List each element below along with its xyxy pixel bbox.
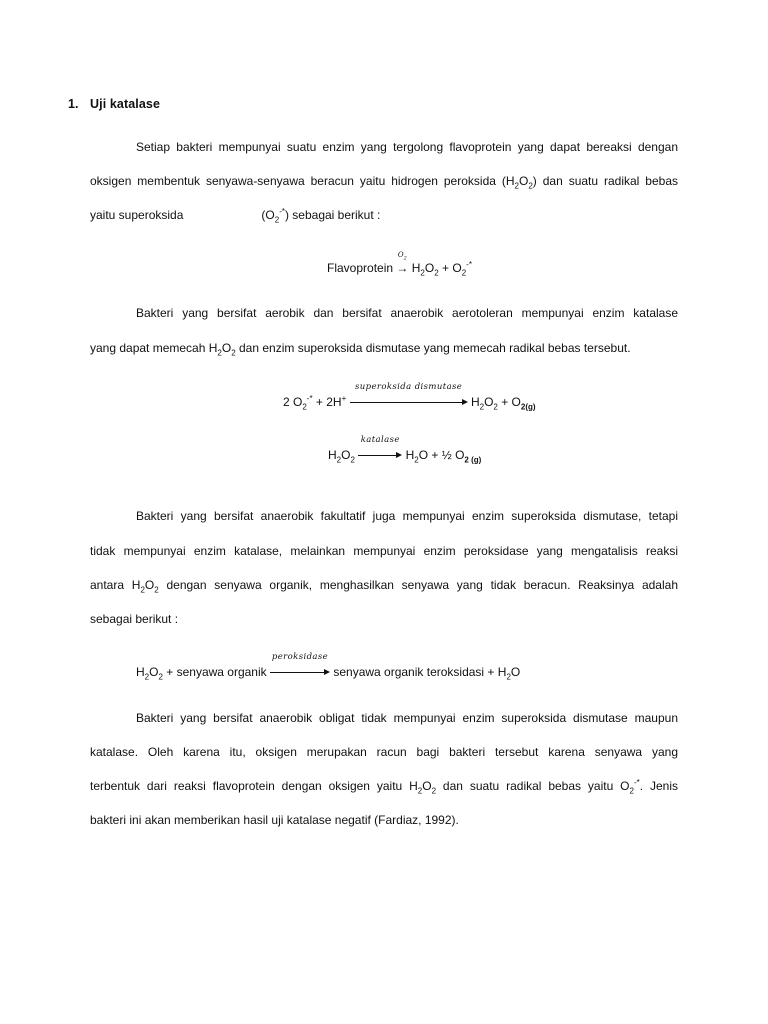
p4-line-2: katalase. Oleh karena itu, oksigen merupakan racun bagi bakteri tersebut karena senyawa yang [90,745,678,759]
reaction-arrow [350,398,468,408]
p2-line-2: yang dapat memecah $H_2O_2$ dan enzim superoksida dismutase yang memecah radikal bebas tersebut. [90,341,631,358]
p1-line-3: yaitu superoksida $(O_2^{-*})$ sebagai berikut : [90,207,381,225]
arrow-label-katalase: katalase [360,435,400,445]
equation-superoksida-dismutase: 2 $O_2^{-*} + 2H^+$ superoksida dismutase $H_2O_2 + O_{2(g)}$ [283,382,536,412]
reaction-arrow [270,668,330,678]
arrow-label-peroksidase: peroksidase [271,652,329,662]
p4-line-3: terbentuk dari reaksi flavoprotein dengan oksigen yaitu $H_2O_2$ dan suatu radikal bebas yaitu $O_2^{-*}$. Jenis [90,778,678,796]
p1-line-1: Setiap bakteri mempunyai suatu enzim yang tergolong flavoprotein yang dapat bereaksi dengan [136,140,678,154]
equation-flavoprotein: Flavoprotein $O_2$ → $H_2O_2 + O_2^{-*}$ [327,251,472,278]
p3-line-4: sebagai berikut : [90,612,179,626]
p4-line-4: bakteri ini akan memberikan hasil uji katalase negatif (Fardiaz, 1992). [90,813,459,827]
equation-peroksidase: $H_2O_2$ + senyawa organik peroksidase senyawa organik teroksidasi + $H_2O$ [136,652,521,682]
section-number: 1. [68,97,79,111]
p1-line-2: oksigen membentuk senyawa-senyawa beracun yaitu hidrogen peroksida $(H_2O_2)$ dan suatu radikal bebas [90,174,678,191]
equation-katalase: $H_2O_2$ katalase $H_2O$ + ½ $O_{2 (g)}$ [328,435,482,465]
reaction-arrow [358,451,402,461]
p3-line-1: Bakteri yang bersifat anaerobik fakultatif juga mempunyai enzim superoksida dismutase, tetapi [136,509,678,523]
p2-line-1: Bakteri yang bersifat aerobik dan bersifat anaerobik aerotoleran mempunyai enzim katalase [136,306,678,320]
arrow-label-superoksida: superoksida dismutase [354,382,463,392]
p3-line-2: tidak mempunyai enzim katalase, melainkan mempunyai enzim peroksidase yang mengatalisis reaksi [90,544,678,558]
p4-line-1: Bakteri yang bersifat anaerobik obligat tidak mempunyai enzim superoksida dismutase maupun [136,711,678,725]
p3-line-3: antara $H_2O_2$ dengan senyawa organik, menghasilkan senyawa yang tidak beracun. Reaksinya adalah [90,578,678,595]
section-heading [68,97,160,111]
section-title: Uji katalase [90,97,160,111]
